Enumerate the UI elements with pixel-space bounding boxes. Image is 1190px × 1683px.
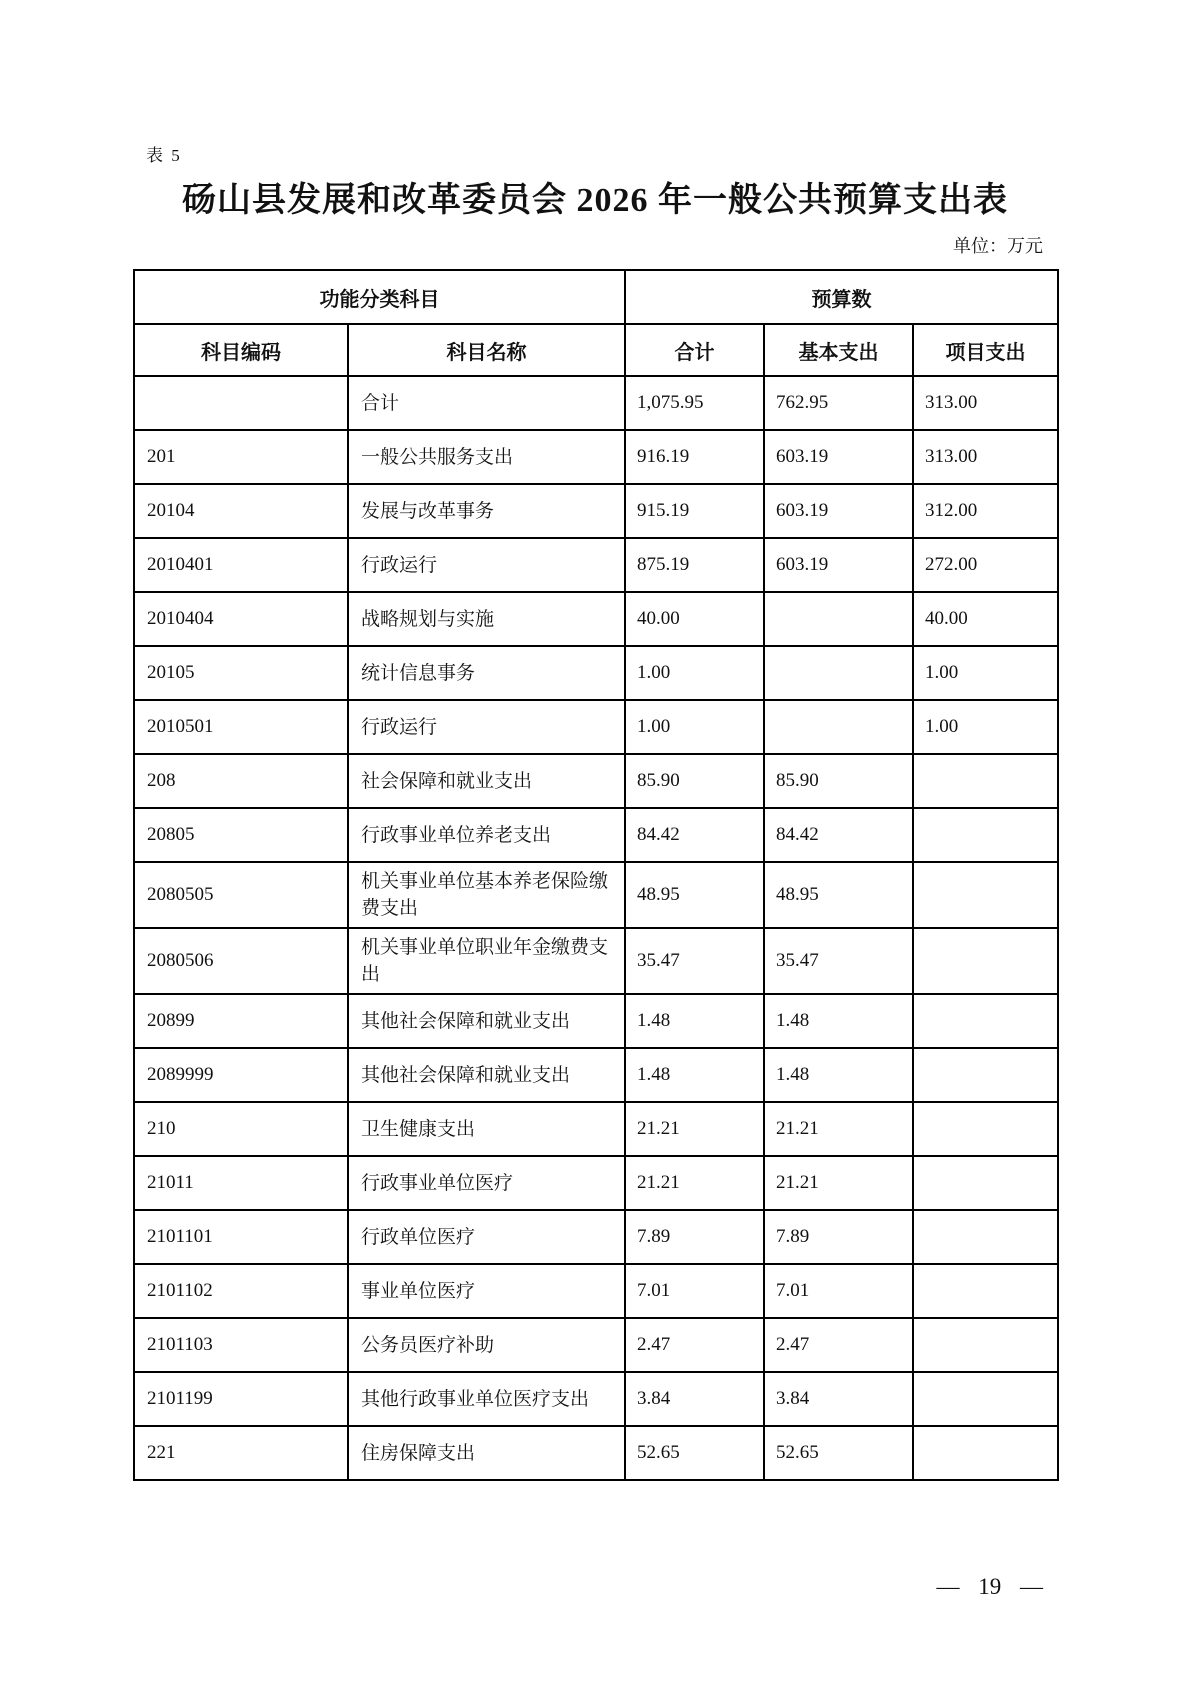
table-row [134,1156,1058,1210]
cell-basic-expense: 762.95 [764,376,913,430]
cell-total-amount: 1.00 [625,646,764,700]
cell-subject-code: 210 [134,1102,348,1156]
cell-subject-code: 20105 [134,646,348,700]
cell-basic-expense: 21.21 [764,1156,913,1210]
cell-subject-name: 机关事业单位基本养老保险缴费支出 [348,862,625,928]
table-row [134,1048,1058,1102]
table-row [134,646,1058,700]
cell-subject-name: 卫生健康支出 [348,1102,625,1156]
cell-subject-code: 2089999 [134,1048,348,1102]
table-row [134,484,1058,538]
cell-subject-code: 2010501 [134,700,348,754]
cell-project-expense [913,1048,1058,1102]
cell-basic-expense: 603.19 [764,538,913,592]
cell-subject-name: 事业单位医疗 [348,1264,625,1318]
cell-project-expense: 313.00 [913,376,1058,430]
cell-total-amount: 7.89 [625,1210,764,1264]
cell-basic-expense [764,700,913,754]
cell-subject-code: 2010404 [134,592,348,646]
cell-project-expense: 40.00 [913,592,1058,646]
cell-total-amount: 875.19 [625,538,764,592]
header-row-columns [134,324,1058,376]
table-row [134,994,1058,1048]
cell-project-expense [913,862,1058,928]
cell-total-amount: 21.21 [625,1156,764,1210]
table-row [134,1102,1058,1156]
cell-project-expense: 1.00 [913,646,1058,700]
cell-subject-code: 2101101 [134,1210,348,1264]
cell-project-expense [913,928,1058,994]
cell-total-amount: 1.48 [625,994,764,1048]
header-total: 合计 [625,324,764,376]
cell-subject-code: 221 [134,1426,348,1480]
cell-subject-code: 208 [134,754,348,808]
cell-subject-name: 行政运行 [348,700,625,754]
cell-project-expense [913,1426,1058,1480]
cell-project-expense: 312.00 [913,484,1058,538]
unit-note: 单位：万元 [953,236,1043,256]
cell-total-amount: 7.01 [625,1264,764,1318]
cell-project-expense [913,1156,1058,1210]
page-number: — 19 — [936,1574,1043,1599]
budget-table [133,269,1059,1481]
table-row [134,1372,1058,1426]
cell-subject-name: 行政单位医疗 [348,1210,625,1264]
cell-basic-expense: 603.19 [764,430,913,484]
cell-subject-name: 住房保障支出 [348,1426,625,1480]
cell-total-amount: 52.65 [625,1426,764,1480]
header-row-groups [134,270,1058,324]
cell-project-expense: 1.00 [913,700,1058,754]
cell-basic-expense: 21.21 [764,1102,913,1156]
cell-subject-name: 机关事业单位职业年金缴费支出 [348,928,625,994]
cell-subject-code: 2101102 [134,1264,348,1318]
cell-basic-expense: 3.84 [764,1372,913,1426]
cell-subject-name: 行政运行 [348,538,625,592]
table-row [134,1426,1058,1480]
cell-total-amount: 916.19 [625,430,764,484]
cell-project-expense [913,1102,1058,1156]
cell-subject-name: 公务员医疗补助 [348,1318,625,1372]
cell-project-expense [913,1264,1058,1318]
cell-subject-code: 2080506 [134,928,348,994]
cell-project-expense [913,808,1058,862]
table-row [134,538,1058,592]
cell-total-amount: 84.42 [625,808,764,862]
cell-subject-name: 一般公共服务支出 [348,430,625,484]
table-row [134,1210,1058,1264]
cell-subject-name: 其他社会保障和就业支出 [348,1048,625,1102]
cell-basic-expense: 603.19 [764,484,913,538]
cell-basic-expense: 52.65 [764,1426,913,1480]
cell-total-amount: 85.90 [625,754,764,808]
cell-subject-name: 统计信息事务 [348,646,625,700]
cell-total-amount: 21.21 [625,1102,764,1156]
cell-project-expense [913,754,1058,808]
header-name: 科目名称 [348,324,625,376]
cell-subject-code: 20104 [134,484,348,538]
cell-total-amount: 1,075.95 [625,376,764,430]
table-label: 表 5 [146,146,182,165]
cell-subject-name: 其他行政事业单位医疗支出 [348,1372,625,1426]
cell-subject-code: 2101103 [134,1318,348,1372]
table-body [134,376,1058,1480]
cell-subject-name: 行政事业单位医疗 [348,1156,625,1210]
cell-subject-code: 21011 [134,1156,348,1210]
cell-subject-code [134,376,348,430]
table-row [134,1264,1058,1318]
cell-subject-name: 战略规划与实施 [348,592,625,646]
cell-basic-expense: 7.89 [764,1210,913,1264]
table-row [134,592,1058,646]
cell-basic-expense: 35.47 [764,928,913,994]
cell-total-amount: 40.00 [625,592,764,646]
cell-basic-expense [764,646,913,700]
cell-subject-code: 2101199 [134,1372,348,1426]
cell-subject-code: 201 [134,430,348,484]
header-function-category: 功能分类科目 [134,270,625,324]
cell-project-expense [913,994,1058,1048]
cell-total-amount: 915.19 [625,484,764,538]
cell-subject-name: 社会保障和就业支出 [348,754,625,808]
document-title: 砀山县发展和改革委员会 2026 年一般公共预算支出表 [182,182,1008,219]
cell-basic-expense: 1.48 [764,994,913,1048]
table-row [134,430,1058,484]
header-project: 项目支出 [913,324,1058,376]
table-row [134,700,1058,754]
cell-total-amount: 35.47 [625,928,764,994]
cell-subject-code: 20805 [134,808,348,862]
cell-subject-name: 其他社会保障和就业支出 [348,994,625,1048]
cell-total-amount: 1.00 [625,700,764,754]
cell-basic-expense: 84.42 [764,808,913,862]
cell-basic-expense: 2.47 [764,1318,913,1372]
cell-project-expense [913,1372,1058,1426]
cell-subject-code: 2010401 [134,538,348,592]
cell-basic-expense: 85.90 [764,754,913,808]
header-basic: 基本支出 [764,324,913,376]
cell-project-expense: 272.00 [913,538,1058,592]
cell-basic-expense [764,592,913,646]
cell-total-amount: 3.84 [625,1372,764,1426]
table-row [134,808,1058,862]
header-code: 科目编码 [134,324,348,376]
cell-project-expense: 313.00 [913,430,1058,484]
cell-subject-name: 合计 [348,376,625,430]
table-row [134,754,1058,808]
table-row [134,1318,1058,1372]
cell-subject-name: 发展与改革事务 [348,484,625,538]
cell-subject-name: 行政事业单位养老支出 [348,808,625,862]
cell-subject-code: 2080505 [134,862,348,928]
table-row [134,862,1058,928]
cell-basic-expense: 1.48 [764,1048,913,1102]
cell-project-expense [913,1210,1058,1264]
table-row [134,376,1058,430]
header-budget-amount: 预算数 [625,270,1058,324]
cell-basic-expense: 48.95 [764,862,913,928]
cell-total-amount: 2.47 [625,1318,764,1372]
cell-subject-code: 20899 [134,994,348,1048]
cell-total-amount: 48.95 [625,862,764,928]
cell-basic-expense: 7.01 [764,1264,913,1318]
table-row [134,928,1058,994]
cell-project-expense [913,1318,1058,1372]
cell-total-amount: 1.48 [625,1048,764,1102]
